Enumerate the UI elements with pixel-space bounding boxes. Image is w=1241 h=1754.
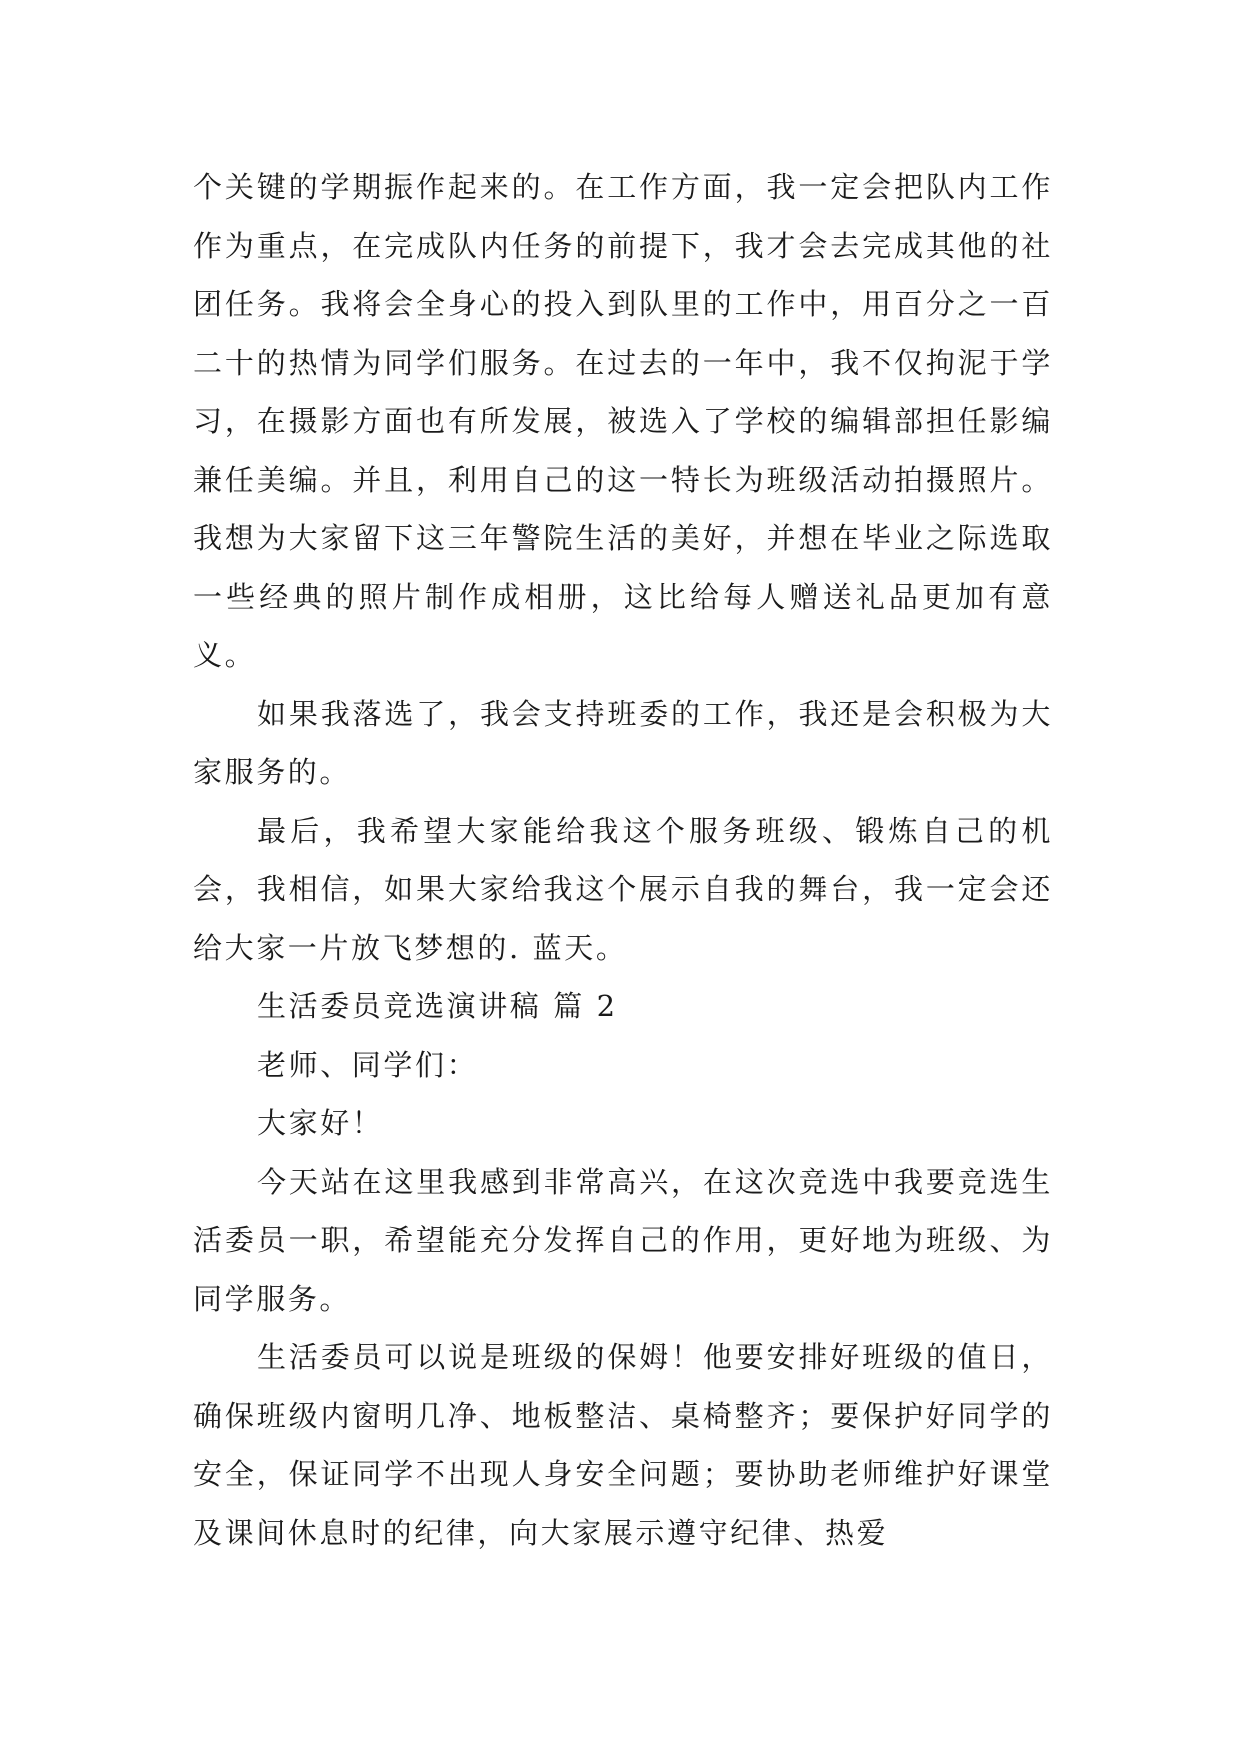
paragraph-closing: 最后，我希望大家能给我这个服务班级、锻炼自己的机会，我相信，如果大家给我这个展示自我的舞台，我一定会还给大家一片放飞梦想的. 蓝天。	[193, 813, 1053, 965]
paragraph-duties: 生活委员可以说是班级的保姆！他要安排好班级的值日，确保班级内窗明几净、地板整洁、桌椅整齐；要保护好同学的安全，保证同学不出现人身安全问题；要协助老师维护好课堂及课间休息时的纪律，向大家展示遵守纪律、热爱	[193, 1340, 1053, 1550]
paragraph-fallback: 如果我落选了，我会支持班委的工作，我还是会积极为大家服务的。	[193, 696, 1053, 789]
document-body	[193, 158, 1053, 1562]
section-heading: 生活委员竞选演讲稿 篇 2	[257, 989, 618, 1023]
greeting: 大家好！	[257, 1106, 384, 1140]
salutation: 老师、同学们：	[257, 1047, 479, 1082]
paragraph-continuation: 个关键的学期振作起来的。在工作方面，我一定会把队内工作作为重点，在完成队内任务的前提下，我才会去完成其他的社团任务。我将会全身心的投入到队里的工作中，用百分之一百二十的热情为同学们服务。在过去的一年中，我不仅拘泥于学习，在摄影方面也有所发展，被选入了学校的编辑部担任影编兼任美编。并且，利用自己的这一特长为班级活动拍摄照片。我想为大家留下这三年警院生活的美好，并想在毕业之际选取一些经典的照片制作成相册，这比给每人赠送礼品更加有意义。	[193, 170, 1053, 672]
paragraph-intro: 今天站在这里我感到非常高兴，在这次竞选中我要竞选生活委员一职，希望能充分发挥自己的作用，更好地为班级、为同学服务。	[193, 1164, 1053, 1316]
